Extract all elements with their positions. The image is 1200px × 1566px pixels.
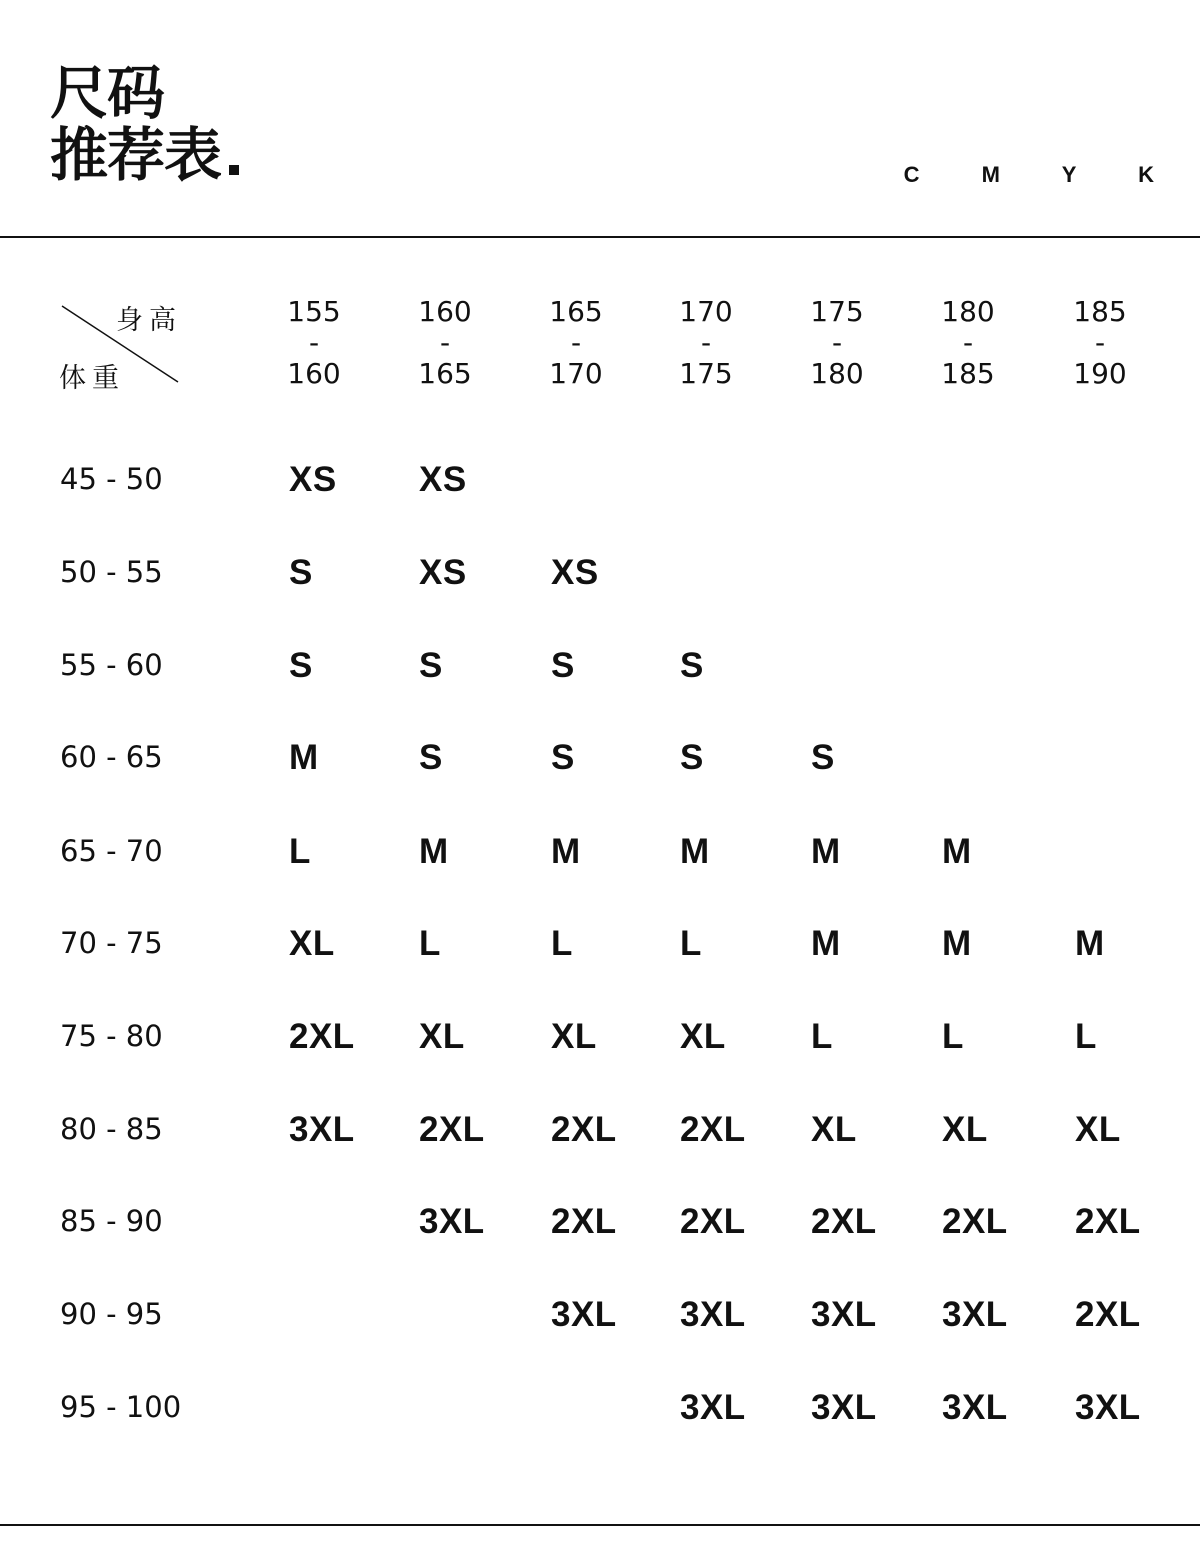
- size-cell: S: [289, 646, 313, 685]
- size-cell: 2XL: [680, 1202, 746, 1241]
- height-range-header: [651, 296, 761, 389]
- size-cell: 3XL: [811, 1388, 877, 1427]
- size-cell: 3XL: [811, 1295, 877, 1334]
- size-cell: XS: [419, 460, 467, 499]
- height-range-to: 175: [679, 357, 733, 390]
- height-range-separator: -: [439, 326, 451, 359]
- height-range-to: 185: [941, 357, 995, 390]
- size-cell: XL: [419, 1017, 465, 1056]
- title-line-2: [50, 121, 239, 189]
- height-range-separator: -: [308, 326, 320, 359]
- size-cell: 3XL: [680, 1295, 746, 1334]
- height-range-separator: -: [831, 326, 843, 359]
- size-cell: S: [419, 738, 443, 777]
- size-cell: S: [551, 738, 575, 777]
- height-axis-label: 身高: [116, 305, 182, 336]
- height-range-to: 165: [418, 357, 472, 390]
- height-range-from: 170: [679, 295, 733, 328]
- size-cell: M: [551, 832, 581, 871]
- color-mode-label: C M Y K: [903, 162, 1182, 187]
- size-cell: S: [551, 646, 575, 685]
- size-cell: M: [680, 832, 710, 871]
- size-cell: M: [811, 832, 841, 871]
- height-range-header: [259, 296, 369, 389]
- size-cell: 2XL: [1075, 1295, 1141, 1334]
- size-cell: 3XL: [551, 1295, 617, 1334]
- top-divider: [0, 236, 1200, 238]
- height-range-from: 180: [941, 295, 995, 328]
- weight-range-label: 60 - 65: [60, 740, 163, 774]
- weight-range-label: 70 - 75: [60, 926, 163, 960]
- size-cell: XL: [680, 1017, 726, 1056]
- corner-header: [56, 296, 186, 394]
- size-cell: L: [680, 924, 702, 963]
- height-range-separator: -: [1094, 326, 1106, 359]
- height-range-to: 180: [810, 357, 864, 390]
- height-range-header: [390, 296, 500, 389]
- size-cell: 2XL: [419, 1110, 485, 1149]
- title-line-1: 尺码: [50, 59, 165, 127]
- size-cell: S: [680, 738, 704, 777]
- size-cell: L: [1075, 1017, 1097, 1056]
- height-range-from: 185: [1073, 295, 1127, 328]
- height-range-header: [782, 296, 892, 389]
- size-cell: S: [289, 553, 313, 592]
- size-cell: 3XL: [419, 1202, 485, 1241]
- size-cell: M: [811, 924, 841, 963]
- size-cell: L: [419, 924, 441, 963]
- size-cell: XS: [551, 553, 599, 592]
- size-cell: XL: [1075, 1110, 1121, 1149]
- size-cell: XS: [289, 460, 337, 499]
- weight-range-label: 85 - 90: [60, 1204, 163, 1238]
- size-cell: 3XL: [680, 1388, 746, 1427]
- size-cell: M: [419, 832, 449, 871]
- title-line-2-text: 推荐表: [50, 121, 222, 189]
- size-cell: L: [942, 1017, 964, 1056]
- size-cell: XL: [811, 1110, 857, 1149]
- size-cell: 3XL: [942, 1388, 1008, 1427]
- weight-range-label: 90 - 95: [60, 1297, 163, 1331]
- weight-range-label: 55 - 60: [60, 648, 163, 682]
- size-cell: XL: [551, 1017, 597, 1056]
- height-range-from: 160: [418, 295, 472, 328]
- bottom-divider: [0, 1524, 1200, 1526]
- size-cell: XL: [942, 1110, 988, 1149]
- size-cell: L: [289, 832, 311, 871]
- height-range-separator: -: [570, 326, 582, 359]
- size-cell: 2XL: [289, 1017, 355, 1056]
- size-cell: XL: [289, 924, 335, 963]
- height-range-header: [913, 296, 1023, 389]
- size-cell: 3XL: [1075, 1388, 1141, 1427]
- size-cell: 2XL: [551, 1202, 617, 1241]
- title-dot: [229, 165, 239, 175]
- weight-range-label: 75 - 80: [60, 1019, 163, 1053]
- height-range-header: [1045, 296, 1155, 389]
- height-range-to: 190: [1073, 357, 1127, 390]
- height-range-header: [521, 296, 631, 389]
- size-cell: M: [942, 924, 972, 963]
- weight-range-label: 45 - 50: [60, 462, 163, 496]
- height-range-from: 155: [287, 295, 341, 328]
- size-cell: XS: [419, 553, 467, 592]
- size-cell: S: [419, 646, 443, 685]
- size-cell: S: [811, 738, 835, 777]
- size-cell: S: [680, 646, 704, 685]
- size-cell: 2XL: [680, 1110, 746, 1149]
- page-title: [50, 59, 239, 189]
- size-cell: 2XL: [811, 1202, 877, 1241]
- weight-range-label: 95 - 100: [60, 1390, 182, 1424]
- height-range-from: 175: [810, 295, 864, 328]
- size-cell: 3XL: [942, 1295, 1008, 1334]
- weight-axis-label: 体重: [59, 363, 125, 394]
- weight-range-label: 80 - 85: [60, 1112, 163, 1146]
- weight-range-label: 65 - 70: [60, 834, 163, 868]
- height-range-to: 170: [549, 357, 603, 390]
- height-range-from: 165: [549, 295, 603, 328]
- size-cell: 2XL: [551, 1110, 617, 1149]
- weight-range-label: 50 - 55: [60, 555, 163, 589]
- height-range-separator: -: [962, 326, 974, 359]
- size-cell: M: [289, 738, 319, 777]
- size-cell: 3XL: [289, 1110, 355, 1149]
- size-cell: 2XL: [1075, 1202, 1141, 1241]
- size-cell: L: [551, 924, 573, 963]
- size-cell: 2XL: [942, 1202, 1008, 1241]
- size-cell: M: [942, 832, 972, 871]
- size-cell: L: [811, 1017, 833, 1056]
- height-range-to: 160: [287, 357, 341, 390]
- height-range-separator: -: [700, 326, 712, 359]
- size-cell: M: [1075, 924, 1105, 963]
